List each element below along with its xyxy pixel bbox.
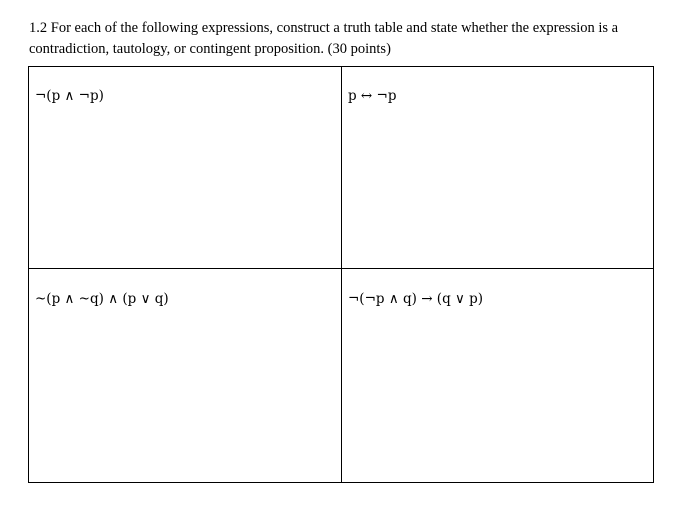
question-text: 1.2 For each of the following expressions, construct a truth table and state whether the expression is a contradiction, tautology, or contingent proposition. (30 points) <box>29 20 619 57</box>
answer-cell-1[interactable] <box>29 67 342 269</box>
answer-cell-3[interactable] <box>29 269 342 482</box>
expression-1: ¬(p ∧ ¬p) <box>35 88 104 104</box>
expression-4: ¬(¬p ∧ q) → (q ∨ p) <box>348 291 484 307</box>
expression-3: ~(p ∧ ~q) ∧ (p ∨ q) <box>35 291 169 307</box>
expression-2: p ↔ ¬p <box>348 88 397 104</box>
answer-cell-4[interactable] <box>342 269 653 482</box>
answer-table <box>28 66 654 483</box>
answer-cell-2[interactable] <box>342 67 653 269</box>
